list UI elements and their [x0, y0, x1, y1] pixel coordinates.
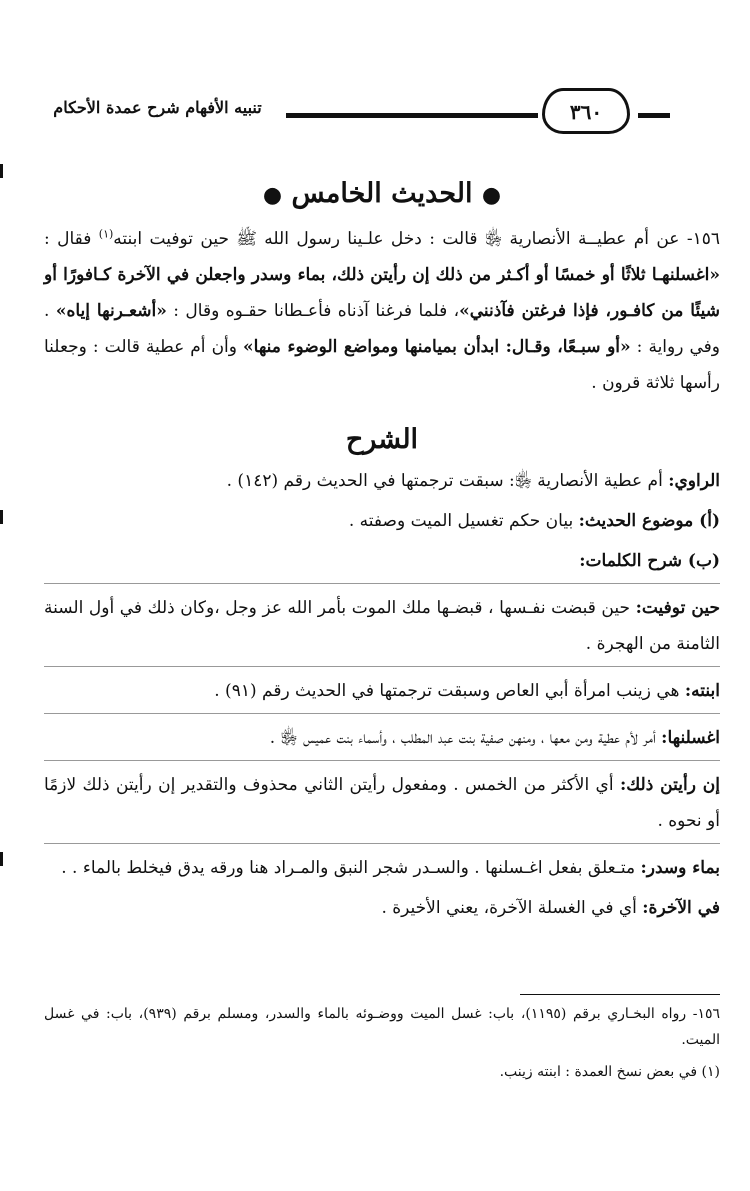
paragraph-term: الراوي: [668, 471, 720, 491]
paragraph-term: ابنته: [684, 681, 720, 701]
page-body [44, 176, 720, 930]
divider [44, 713, 720, 714]
divider [44, 666, 720, 667]
sharh-title: الشرح [345, 424, 419, 455]
footnote-1: (١) في بعض نسخ العمدة : ابنته زينب. [499, 1064, 720, 1080]
bullet-icon: ● [481, 182, 502, 208]
paragraph-term: بماء وسدر: [640, 858, 720, 878]
paragraph-body: أي الأكثر من الخمس . ومفعول رأيتن الثاني محذوف والتقدير إن رأيتن ذلك لازمًا أو نحوه . [44, 775, 720, 831]
paragraph-term: (ب) شرح الكلمات: [579, 551, 720, 571]
paragraph-term: في الآخرة: [642, 898, 720, 918]
hadith-quote: «أو سبـعًا، وقـال: ابدأن بميامنها ومواضع الوضوء منها» [243, 337, 631, 357]
explanation-paragraph [44, 590, 720, 662]
explanation-paragraph [44, 543, 720, 579]
hadith-intro: ١٥٦- عن أم عطيــة الأنصارية ﵂ قالت : دخل علـينا رسول الله ﷺ حين توفيت ابنته [113, 229, 720, 249]
margin-mark [0, 510, 3, 524]
explanation-paragraph [44, 720, 720, 756]
hadith-title [44, 176, 720, 213]
divider [44, 843, 720, 844]
paragraph-term: (أ) موضوع الحديث: [578, 511, 720, 531]
footnote-rule [520, 994, 720, 995]
hadith-said: فقال : [44, 229, 99, 249]
hadith-riwaya: . وفي رواية : [44, 301, 720, 357]
hadith-quote: «اغسلنهـا ثلاثًا أو خمسًا أو أكـثر من ذلك إن رأيتن ذلك، بماء وسدر واجعلن في الآخرة كـافورًا أو شيئًا من كافـور، فإذا فرغتن فآذنني» [44, 265, 720, 321]
footnotes [44, 994, 720, 1091]
paragraph-body: هي زينب امرأة أبي العاص وسبقت ترجمتها في الحديث رقم (٩١) . [214, 681, 685, 701]
divider [44, 583, 720, 584]
paragraph-body: بيان حكم تغسيل الميت وصفته . [348, 511, 579, 531]
paragraph-body: أم عطية الأنصارية ﵂: سبقت ترجمتها في الحديث رقم (١٤٢) . [226, 471, 669, 491]
page-header [30, 84, 670, 144]
paragraph-term: إن رأيتن ذلك: [619, 775, 720, 795]
header-rule [638, 113, 670, 118]
paragraph-body: أي في الغسلة الآخرة، يعني الأخيرة . [381, 898, 643, 918]
header-rule [286, 113, 538, 118]
hadith-mid: ، فلما فرغنا آذناه فأعـطانا حقـوه وقال : [166, 301, 460, 321]
explanation-paragraph [44, 767, 720, 839]
divider [44, 760, 720, 761]
explanation-paragraph [44, 503, 720, 539]
bullet-icon: ● [262, 182, 283, 208]
running-title: تنبيه الأفهام شرح عمدة الأحكام [53, 98, 262, 117]
paragraph-body: متـعلق بفعل اغـسلنها . والسـدر شجر النبق والمـراد هنا ورقه يدق فيخلط بالماء . . [61, 858, 641, 878]
paragraph-body: أمر لأم عطية ومن معها ، ومنهن صفية بنت عبد المطلب ، وأسماء بنت عميس ﵂ . [269, 728, 662, 748]
paragraph-body: حين قبضت نفـسها ، قبضـها ملك الموت بأمر الله عز وجل ،وكان ذلك في أول السنة الثامنة من الهجرة . [44, 598, 720, 654]
hadith-quote: «أشعـرنها إياه» [55, 301, 167, 321]
hadith-text [44, 221, 720, 401]
paragraph-term: حين توفيت: [635, 598, 720, 618]
hadith-end: وأن أم عطية قالت : وجعلنا رأسها ثلاثة قرون . [44, 337, 720, 393]
explanation-paragraph [44, 673, 720, 709]
explanation-paragraph [44, 890, 720, 926]
footnote-takhrij: ١٥٦- رواه البخـاري برقم (١١٩٥)، باب: غسل الميت ووضـوئه بالماء والسدر، ومسلم برقم (٩٣٩)، باب: في غسل الميت. [44, 1006, 720, 1048]
margin-mark [0, 164, 3, 178]
paragraph-term: اغسلنها: [661, 728, 720, 748]
margin-mark [0, 852, 3, 866]
explanation-paragraph [44, 850, 720, 886]
explanation-paragraph [44, 463, 720, 499]
page-number: ٣٦٠ [542, 88, 630, 134]
hadith-title-text: الحديث الخامس [291, 178, 473, 209]
footnote-ref: (١) [98, 227, 114, 241]
